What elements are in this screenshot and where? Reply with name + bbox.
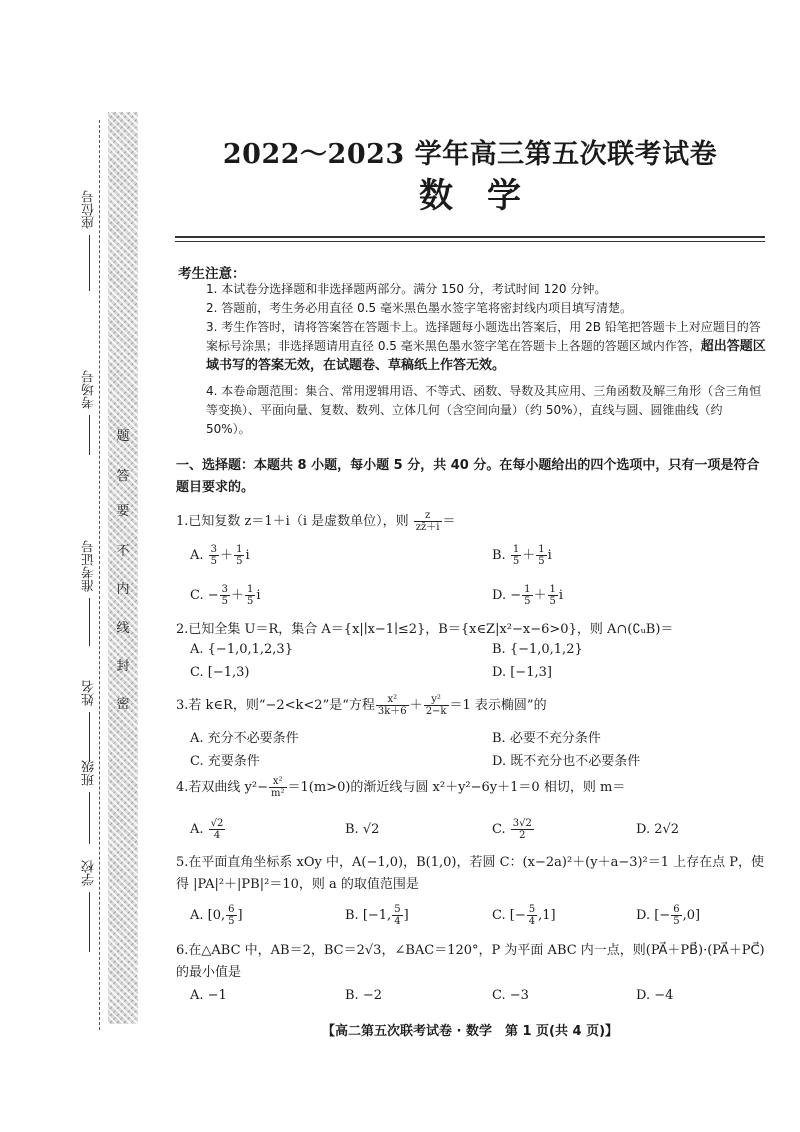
- notice-item-1: 1. 本试卷分选择题和非选择题两部分。满分 150 分，考试时间 120 分钟。: [206, 282, 607, 296]
- q6-option-d: D. −4: [636, 988, 674, 1003]
- question-6: 6.在△ABC 中，AB＝2，BC＝2√3，∠BAC＝120°，P 为平面 ABC 内一点，则(PA⃗＋PB⃗)·(PA⃗＋PC⃗)的最小值是: [176, 943, 765, 980]
- seal-line: [99, 120, 100, 1030]
- q5-option-a: A. [0, $\frac{6}{5}$ ]: [190, 904, 243, 927]
- q6-option-c: C. −3: [492, 988, 529, 1003]
- seal-char: 要: [116, 504, 130, 519]
- q1-option-b: B. $\frac{1}{5}$ ＋ $\frac{1}{5}$ i: [492, 544, 552, 567]
- section-heading: 一、选择题：本题共 8 小题，每小题 5 分，共 40 分。在每小题给出的四个选项中，只有一项是符合题目要求的。: [176, 458, 760, 495]
- notice-item-3: 3. 考生作答时，请将答案答在答题卡上。选择题每小题选出答案后，用 2B 铅笔把答题卡上对应题目的答案标号涂黑；非选择题请用直径 0.5 毫米黑色墨水签字笔在答题卡上各题的答题区域内作答，超出答题区域书写的答案无效，在试题卷、草稿纸上作答无效。: [206, 320, 766, 373]
- q2-option-b: B. {−1,0,1,2}: [492, 642, 583, 657]
- q5-option-c: C. [− $\frac{5}{4}$ ,1]: [492, 904, 556, 927]
- q6-option-a: A. −1: [190, 988, 227, 1003]
- q4-option-b: B. √2: [345, 822, 380, 837]
- q5-option-d: D. [− $\frac{6}{5}$ ,0]: [636, 904, 701, 927]
- q5-option-b: B. [−1, $\frac{5}{4}$ ]: [345, 904, 409, 927]
- seal-char: 不: [116, 544, 130, 559]
- q2-option-c: C. [−1,3): [190, 665, 250, 680]
- subject-title: 数 学: [419, 176, 521, 216]
- seat-number-label: 座位号: [80, 190, 99, 297]
- q1-option-c: C. − $\frac{3}{5}$ ＋ $\frac{1}{5}$ i: [190, 584, 261, 607]
- seal-char: 答: [116, 469, 130, 484]
- question-3: 3.若 k∈R，则“−2<k<2”是“方程 $\frac{\text{x²}}{3k+6}$ ＋ $\frac{\text{y²}}{2-k}$ ＝1 表示椭圆”的: [176, 694, 547, 717]
- question-4: 4.若双曲线 y²− $\frac{\text{x²}}{\text{m²}}$ ＝1(m>0)的渐近线与圆 x²＋y²−6y＋1＝0 相切，则 m＝: [176, 776, 626, 799]
- q3-option-c: C. 充要条件: [190, 754, 260, 769]
- name-label: 姓名: [80, 680, 99, 768]
- q1-option-a: A. $\frac{3}{5}$ ＋ $\frac{1}{5}$ i: [190, 544, 250, 567]
- q6-option-b: B. −2: [345, 988, 382, 1003]
- page-footer: 【高二第五次联考试卷 · 数学 第 1 页(共 4 页)】: [321, 1024, 619, 1039]
- q4-option-d: D. 2√2: [636, 822, 680, 837]
- header-rule-thin: [175, 241, 765, 242]
- seal-char: 内: [116, 582, 130, 597]
- fraction: $\frac{z}{zz̄+i}$: [415, 510, 440, 533]
- school-label: 学校: [80, 860, 99, 958]
- question-2: 2.已知全集 U＝R，集合 A＝{x|∣x−1∣≤2}，B＝{x∈Z|x²−x−6>0}，则 A∩(∁ᵤB)＝: [176, 622, 674, 637]
- q2-option-a: A. {−1,0,1,2,3}: [190, 642, 293, 657]
- question-1: 1.已知复数 z＝1＋i（i 是虚数单位），则 $\frac{z}{zz̄+i}$ ＝: [176, 510, 456, 533]
- admission-number-label: 准考证号: [80, 540, 99, 652]
- exam-room-label: 考场号: [80, 370, 99, 461]
- exam-title: 2022～2023 学年高三第五次联考试卷: [222, 139, 718, 170]
- q3-option-b: B. 必要不充分条件: [492, 731, 601, 746]
- q3-option-d: D. 既不充分也不必要条件: [492, 754, 641, 769]
- q3-option-a: A. 充分不必要条件: [190, 731, 299, 746]
- q4-option-a: A. $\frac{√2}{4}$: [190, 818, 224, 841]
- seal-char: 封: [116, 659, 130, 674]
- q4-option-c: C. $\frac{3√2}{2}$: [492, 818, 532, 841]
- notice-item-2: 2. 答题前，考生务必用直径 0.5 毫米黑色墨水签字笔将密封线内项目填写清楚。: [206, 301, 632, 315]
- binding-strip-pattern: [108, 112, 138, 1024]
- seal-char: 线: [116, 621, 130, 636]
- question-5: 5.在平面直角坐标系 xOy 中，A(−1,0)，B(1,0)，若圆 C：(x−2a)²＋(y＋a−3)²＝1 上存在点 P，使得 |PA|²＋|PB|²＝10，则 a 的取值范围是: [176, 855, 765, 892]
- notice-item-4: 4. 本卷命题范围：集合、常用逻辑用语、不等式、函数、导数及其应用、三角函数及解三角形（含三角恒等变换）、平面向量、复数、数列、立体几何（含空间向量）（约 50%），直线与圆、圆锥曲线（约 50%）。: [206, 384, 762, 436]
- seal-char: 密: [116, 697, 130, 712]
- notice-heading: 考生注意：: [178, 266, 246, 282]
- header-rule-thick: [175, 236, 765, 238]
- seal-char: 题: [116, 429, 130, 444]
- q1-option-d: D. − $\frac{1}{5}$ ＋ $\frac{1}{5}$ i: [492, 584, 564, 607]
- class-label: 班级: [80, 760, 99, 850]
- q2-option-d: D. [−1,3]: [492, 665, 552, 680]
- notice-emphasis: 超出答题区域书写的答案无效，在试题卷、草稿纸上作答无效。: [206, 339, 766, 373]
